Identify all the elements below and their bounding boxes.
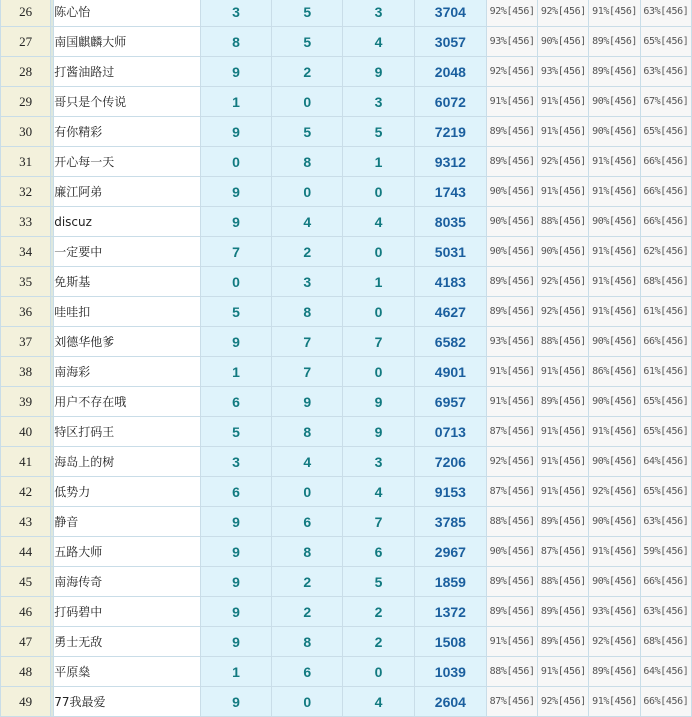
stat-4-cell: 66%[456]	[640, 327, 691, 357]
code-cell: 3785	[414, 507, 486, 537]
digit-2-cell: 6	[272, 657, 343, 687]
stat-2-cell: 89%[456]	[538, 387, 589, 417]
stat-1-cell: 88%[456]	[487, 507, 538, 537]
username-cell: 一定要中	[54, 237, 201, 267]
stat-3-cell: 86%[456]	[589, 357, 640, 387]
rank-cell: 43	[1, 507, 51, 537]
digit-1-cell: 9	[200, 627, 271, 657]
digit-3-cell: 2	[343, 597, 414, 627]
digit-3-cell: 9	[343, 387, 414, 417]
stat-2-cell: 88%[456]	[538, 207, 589, 237]
stat-1-cell: 92%[456]	[487, 447, 538, 477]
digit-2-cell: 0	[272, 687, 343, 717]
code-cell: 9312	[414, 147, 486, 177]
table-row	[1, 387, 692, 417]
code-cell: 6957	[414, 387, 486, 417]
digit-3-cell: 2	[343, 627, 414, 657]
digit-3-cell: 3	[343, 447, 414, 477]
code-cell: 1508	[414, 627, 486, 657]
stat-4-cell: 65%[456]	[640, 27, 691, 57]
code-cell: 5031	[414, 237, 486, 267]
stat-2-cell: 90%[456]	[538, 27, 589, 57]
digit-3-cell: 0	[343, 237, 414, 267]
digit-3-cell: 9	[343, 417, 414, 447]
rank-cell: 39	[1, 387, 51, 417]
digit-3-cell: 7	[343, 327, 414, 357]
code-cell: 2604	[414, 687, 486, 717]
digit-3-cell: 4	[343, 207, 414, 237]
code-cell: 0713	[414, 417, 486, 447]
code-cell: 2967	[414, 537, 486, 567]
code-cell: 2048	[414, 57, 486, 87]
rank-cell: 47	[1, 627, 51, 657]
stat-1-cell: 87%[456]	[487, 687, 538, 717]
digit-3-cell: 1	[343, 147, 414, 177]
stat-2-cell: 91%[456]	[538, 417, 589, 447]
digit-1-cell: 1	[200, 87, 271, 117]
stat-3-cell: 91%[456]	[589, 537, 640, 567]
stat-1-cell: 87%[456]	[487, 417, 538, 447]
stat-1-cell: 88%[456]	[487, 657, 538, 687]
username-cell: 五路大师	[54, 537, 201, 567]
digit-2-cell: 8	[272, 417, 343, 447]
digit-1-cell: 6	[200, 387, 271, 417]
code-cell: 4627	[414, 297, 486, 327]
code-cell: 6072	[414, 87, 486, 117]
stat-3-cell: 90%[456]	[589, 447, 640, 477]
rank-cell: 40	[1, 417, 51, 447]
stat-2-cell: 87%[456]	[538, 537, 589, 567]
stat-4-cell: 64%[456]	[640, 447, 691, 477]
code-cell: 3057	[414, 27, 486, 57]
username-cell: 免斯基	[54, 267, 201, 297]
table-row	[1, 267, 692, 297]
username-cell: 用户不存在哦	[54, 387, 201, 417]
stat-4-cell: 68%[456]	[640, 627, 691, 657]
stat-2-cell: 91%[456]	[538, 477, 589, 507]
stat-3-cell: 90%[456]	[589, 327, 640, 357]
ranking-table-body	[1, 0, 692, 717]
digit-2-cell: 7	[272, 327, 343, 357]
digit-1-cell: 9	[200, 537, 271, 567]
code-cell: 7219	[414, 117, 486, 147]
table-row	[1, 417, 692, 447]
digit-1-cell: 9	[200, 57, 271, 87]
table-row	[1, 87, 692, 117]
digit-1-cell: 9	[200, 507, 271, 537]
username-cell: discuz	[54, 207, 201, 237]
digit-3-cell: 4	[343, 477, 414, 507]
digit-1-cell: 7	[200, 237, 271, 267]
digit-2-cell: 8	[272, 147, 343, 177]
digit-3-cell: 5	[343, 567, 414, 597]
stat-2-cell: 92%[456]	[538, 267, 589, 297]
rank-cell: 46	[1, 597, 51, 627]
stat-2-cell: 89%[456]	[538, 597, 589, 627]
stat-4-cell: 66%[456]	[640, 567, 691, 597]
rank-cell: 45	[1, 567, 51, 597]
code-cell: 9153	[414, 477, 486, 507]
rank-cell: 30	[1, 117, 51, 147]
digit-3-cell: 6	[343, 537, 414, 567]
code-cell: 1859	[414, 567, 486, 597]
digit-3-cell: 1	[343, 267, 414, 297]
stat-2-cell: 90%[456]	[538, 237, 589, 267]
digit-1-cell: 6	[200, 477, 271, 507]
stat-1-cell: 90%[456]	[487, 237, 538, 267]
table-row	[1, 657, 692, 687]
digit-1-cell: 5	[200, 417, 271, 447]
username-cell: 南国麒麟大师	[54, 27, 201, 57]
digit-3-cell: 4	[343, 27, 414, 57]
stat-3-cell: 91%[456]	[589, 267, 640, 297]
stat-4-cell: 63%[456]	[640, 57, 691, 87]
table-row	[1, 447, 692, 477]
stat-2-cell: 91%[456]	[538, 177, 589, 207]
stat-4-cell: 66%[456]	[640, 147, 691, 177]
stat-1-cell: 92%[456]	[487, 57, 538, 87]
username-cell: 有你精彩	[54, 117, 201, 147]
stat-3-cell: 91%[456]	[589, 147, 640, 177]
digit-1-cell: 3	[200, 0, 271, 27]
table-row	[1, 327, 692, 357]
stat-3-cell: 90%[456]	[589, 87, 640, 117]
stat-3-cell: 92%[456]	[589, 627, 640, 657]
stat-2-cell: 93%[456]	[538, 57, 589, 87]
stat-2-cell: 89%[456]	[538, 627, 589, 657]
username-cell: 陈心怡	[54, 0, 201, 27]
stat-1-cell: 93%[456]	[487, 327, 538, 357]
digit-1-cell: 9	[200, 567, 271, 597]
code-cell: 7206	[414, 447, 486, 477]
rank-cell: 29	[1, 87, 51, 117]
table-row	[1, 207, 692, 237]
username-cell: 南海彩	[54, 357, 201, 387]
digit-1-cell: 3	[200, 447, 271, 477]
stat-4-cell: 65%[456]	[640, 417, 691, 447]
username-cell: 刘德华他爹	[54, 327, 201, 357]
stat-2-cell: 91%[456]	[538, 357, 589, 387]
digit-2-cell: 2	[272, 597, 343, 627]
table-row	[1, 687, 692, 717]
stat-2-cell: 88%[456]	[538, 567, 589, 597]
username-cell: 南海传奇	[54, 567, 201, 597]
digit-2-cell: 0	[272, 177, 343, 207]
stat-4-cell: 66%[456]	[640, 177, 691, 207]
digit-1-cell: 0	[200, 147, 271, 177]
username-cell: 特区打码王	[54, 417, 201, 447]
code-cell: 8035	[414, 207, 486, 237]
stat-1-cell: 91%[456]	[487, 387, 538, 417]
stat-4-cell: 63%[456]	[640, 597, 691, 627]
username-cell: 打酱油路过	[54, 57, 201, 87]
table-row	[1, 147, 692, 177]
stat-4-cell: 65%[456]	[640, 117, 691, 147]
digit-1-cell: 0	[200, 267, 271, 297]
digit-3-cell: 0	[343, 297, 414, 327]
stat-1-cell: 91%[456]	[487, 627, 538, 657]
code-cell: 1743	[414, 177, 486, 207]
digit-1-cell: 1	[200, 657, 271, 687]
stat-3-cell: 92%[456]	[589, 477, 640, 507]
stat-4-cell: 63%[456]	[640, 507, 691, 537]
rank-cell: 42	[1, 477, 51, 507]
stat-3-cell: 91%[456]	[589, 297, 640, 327]
stat-4-cell: 66%[456]	[640, 687, 691, 717]
stat-3-cell: 89%[456]	[589, 27, 640, 57]
digit-1-cell: 8	[200, 27, 271, 57]
digit-1-cell: 9	[200, 117, 271, 147]
stat-4-cell: 59%[456]	[640, 537, 691, 567]
stat-1-cell: 89%[456]	[487, 567, 538, 597]
digit-1-cell: 1	[200, 357, 271, 387]
stat-1-cell: 89%[456]	[487, 117, 538, 147]
stat-1-cell: 89%[456]	[487, 267, 538, 297]
rank-cell: 36	[1, 297, 51, 327]
digit-2-cell: 4	[272, 207, 343, 237]
stat-4-cell: 65%[456]	[640, 387, 691, 417]
stat-4-cell: 63%[456]	[640, 0, 691, 27]
code-cell: 3704	[414, 0, 486, 27]
stat-2-cell: 91%[456]	[538, 447, 589, 477]
stat-1-cell: 92%[456]	[487, 0, 538, 27]
digit-2-cell: 3	[272, 267, 343, 297]
stat-4-cell: 61%[456]	[640, 357, 691, 387]
digit-2-cell: 9	[272, 387, 343, 417]
code-cell: 1039	[414, 657, 486, 687]
digit-3-cell: 4	[343, 687, 414, 717]
stat-1-cell: 87%[456]	[487, 477, 538, 507]
stat-1-cell: 89%[456]	[487, 597, 538, 627]
stat-3-cell: 89%[456]	[589, 57, 640, 87]
table-row	[1, 297, 692, 327]
digit-1-cell: 9	[200, 597, 271, 627]
stat-4-cell: 65%[456]	[640, 477, 691, 507]
username-cell: 静音	[54, 507, 201, 537]
table-row	[1, 567, 692, 597]
code-cell: 4183	[414, 267, 486, 297]
rank-cell: 27	[1, 27, 51, 57]
digit-1-cell: 9	[200, 687, 271, 717]
username-cell: 勇士无敌	[54, 627, 201, 657]
digit-2-cell: 8	[272, 537, 343, 567]
stat-2-cell: 89%[456]	[538, 507, 589, 537]
stat-3-cell: 90%[456]	[589, 387, 640, 417]
digit-1-cell: 9	[200, 207, 271, 237]
stat-1-cell: 89%[456]	[487, 147, 538, 177]
stat-2-cell: 92%[456]	[538, 147, 589, 177]
digit-2-cell: 5	[272, 117, 343, 147]
stat-3-cell: 90%[456]	[589, 117, 640, 147]
stat-2-cell: 88%[456]	[538, 327, 589, 357]
digit-3-cell: 5	[343, 117, 414, 147]
stat-4-cell: 67%[456]	[640, 87, 691, 117]
table-row	[1, 0, 692, 27]
stat-3-cell: 89%[456]	[589, 657, 640, 687]
username-cell: 哇哇扣	[54, 297, 201, 327]
stat-2-cell: 92%[456]	[538, 297, 589, 327]
digit-3-cell: 3	[343, 87, 414, 117]
rank-cell: 48	[1, 657, 51, 687]
rank-cell: 34	[1, 237, 51, 267]
table-row	[1, 237, 692, 267]
stat-3-cell: 93%[456]	[589, 597, 640, 627]
username-cell: 平原燊	[54, 657, 201, 687]
digit-3-cell: 3	[343, 0, 414, 27]
digit-2-cell: 0	[272, 87, 343, 117]
digit-3-cell: 7	[343, 507, 414, 537]
table-row	[1, 597, 692, 627]
rank-cell: 41	[1, 447, 51, 477]
stat-3-cell: 91%[456]	[589, 687, 640, 717]
table-row	[1, 507, 692, 537]
digit-2-cell: 6	[272, 507, 343, 537]
rank-cell: 44	[1, 537, 51, 567]
stat-1-cell: 89%[456]	[487, 297, 538, 327]
rank-cell: 37	[1, 327, 51, 357]
digit-1-cell: 5	[200, 297, 271, 327]
table-row	[1, 27, 692, 57]
digit-3-cell: 0	[343, 357, 414, 387]
digit-2-cell: 5	[272, 0, 343, 27]
stat-3-cell: 90%[456]	[589, 507, 640, 537]
stat-3-cell: 91%[456]	[589, 177, 640, 207]
rank-cell: 35	[1, 267, 51, 297]
table-row	[1, 537, 692, 567]
code-cell: 1372	[414, 597, 486, 627]
rank-cell: 38	[1, 357, 51, 387]
stat-3-cell: 91%[456]	[589, 237, 640, 267]
code-cell: 4901	[414, 357, 486, 387]
stat-3-cell: 90%[456]	[589, 567, 640, 597]
digit-2-cell: 7	[272, 357, 343, 387]
digit-2-cell: 4	[272, 447, 343, 477]
table-row	[1, 57, 692, 87]
digit-2-cell: 2	[272, 57, 343, 87]
stat-2-cell: 92%[456]	[538, 0, 589, 27]
table-row	[1, 117, 692, 147]
username-cell: 打码碧中	[54, 597, 201, 627]
stat-3-cell: 90%[456]	[589, 207, 640, 237]
stat-2-cell: 91%[456]	[538, 657, 589, 687]
username-cell: 哥只是个传说	[54, 87, 201, 117]
digit-1-cell: 9	[200, 327, 271, 357]
stat-1-cell: 91%[456]	[487, 357, 538, 387]
digit-2-cell: 8	[272, 627, 343, 657]
digit-3-cell: 0	[343, 177, 414, 207]
stat-1-cell: 90%[456]	[487, 207, 538, 237]
stat-3-cell: 91%[456]	[589, 0, 640, 27]
digit-3-cell: 9	[343, 57, 414, 87]
stat-4-cell: 62%[456]	[640, 237, 691, 267]
digit-1-cell: 9	[200, 177, 271, 207]
table-row	[1, 627, 692, 657]
rank-cell: 33	[1, 207, 51, 237]
table-row	[1, 357, 692, 387]
code-cell: 6582	[414, 327, 486, 357]
digit-2-cell: 8	[272, 297, 343, 327]
rank-cell: 28	[1, 57, 51, 87]
username-cell: 低势力	[54, 477, 201, 507]
stat-4-cell: 64%[456]	[640, 657, 691, 687]
digit-3-cell: 0	[343, 657, 414, 687]
stat-3-cell: 91%[456]	[589, 417, 640, 447]
stat-2-cell: 91%[456]	[538, 87, 589, 117]
stat-1-cell: 90%[456]	[487, 177, 538, 207]
username-cell: 77我最爱	[54, 687, 201, 717]
stat-4-cell: 61%[456]	[640, 297, 691, 327]
digit-2-cell: 0	[272, 477, 343, 507]
digit-2-cell: 5	[272, 27, 343, 57]
digit-2-cell: 2	[272, 237, 343, 267]
stat-2-cell: 92%[456]	[538, 687, 589, 717]
username-cell: 开心每一天	[54, 147, 201, 177]
rank-cell: 32	[1, 177, 51, 207]
table-row	[1, 177, 692, 207]
rank-cell: 31	[1, 147, 51, 177]
table-row	[1, 477, 692, 507]
rank-cell: 49	[1, 687, 51, 717]
stat-1-cell: 93%[456]	[487, 27, 538, 57]
stat-4-cell: 68%[456]	[640, 267, 691, 297]
stat-4-cell: 66%[456]	[640, 207, 691, 237]
stat-1-cell: 91%[456]	[487, 87, 538, 117]
username-cell: 廉江阿弟	[54, 177, 201, 207]
digit-2-cell: 2	[272, 567, 343, 597]
stat-2-cell: 91%[456]	[538, 117, 589, 147]
stat-1-cell: 90%[456]	[487, 537, 538, 567]
rank-cell: 26	[1, 0, 51, 27]
username-cell: 海岛上的树	[54, 447, 201, 477]
